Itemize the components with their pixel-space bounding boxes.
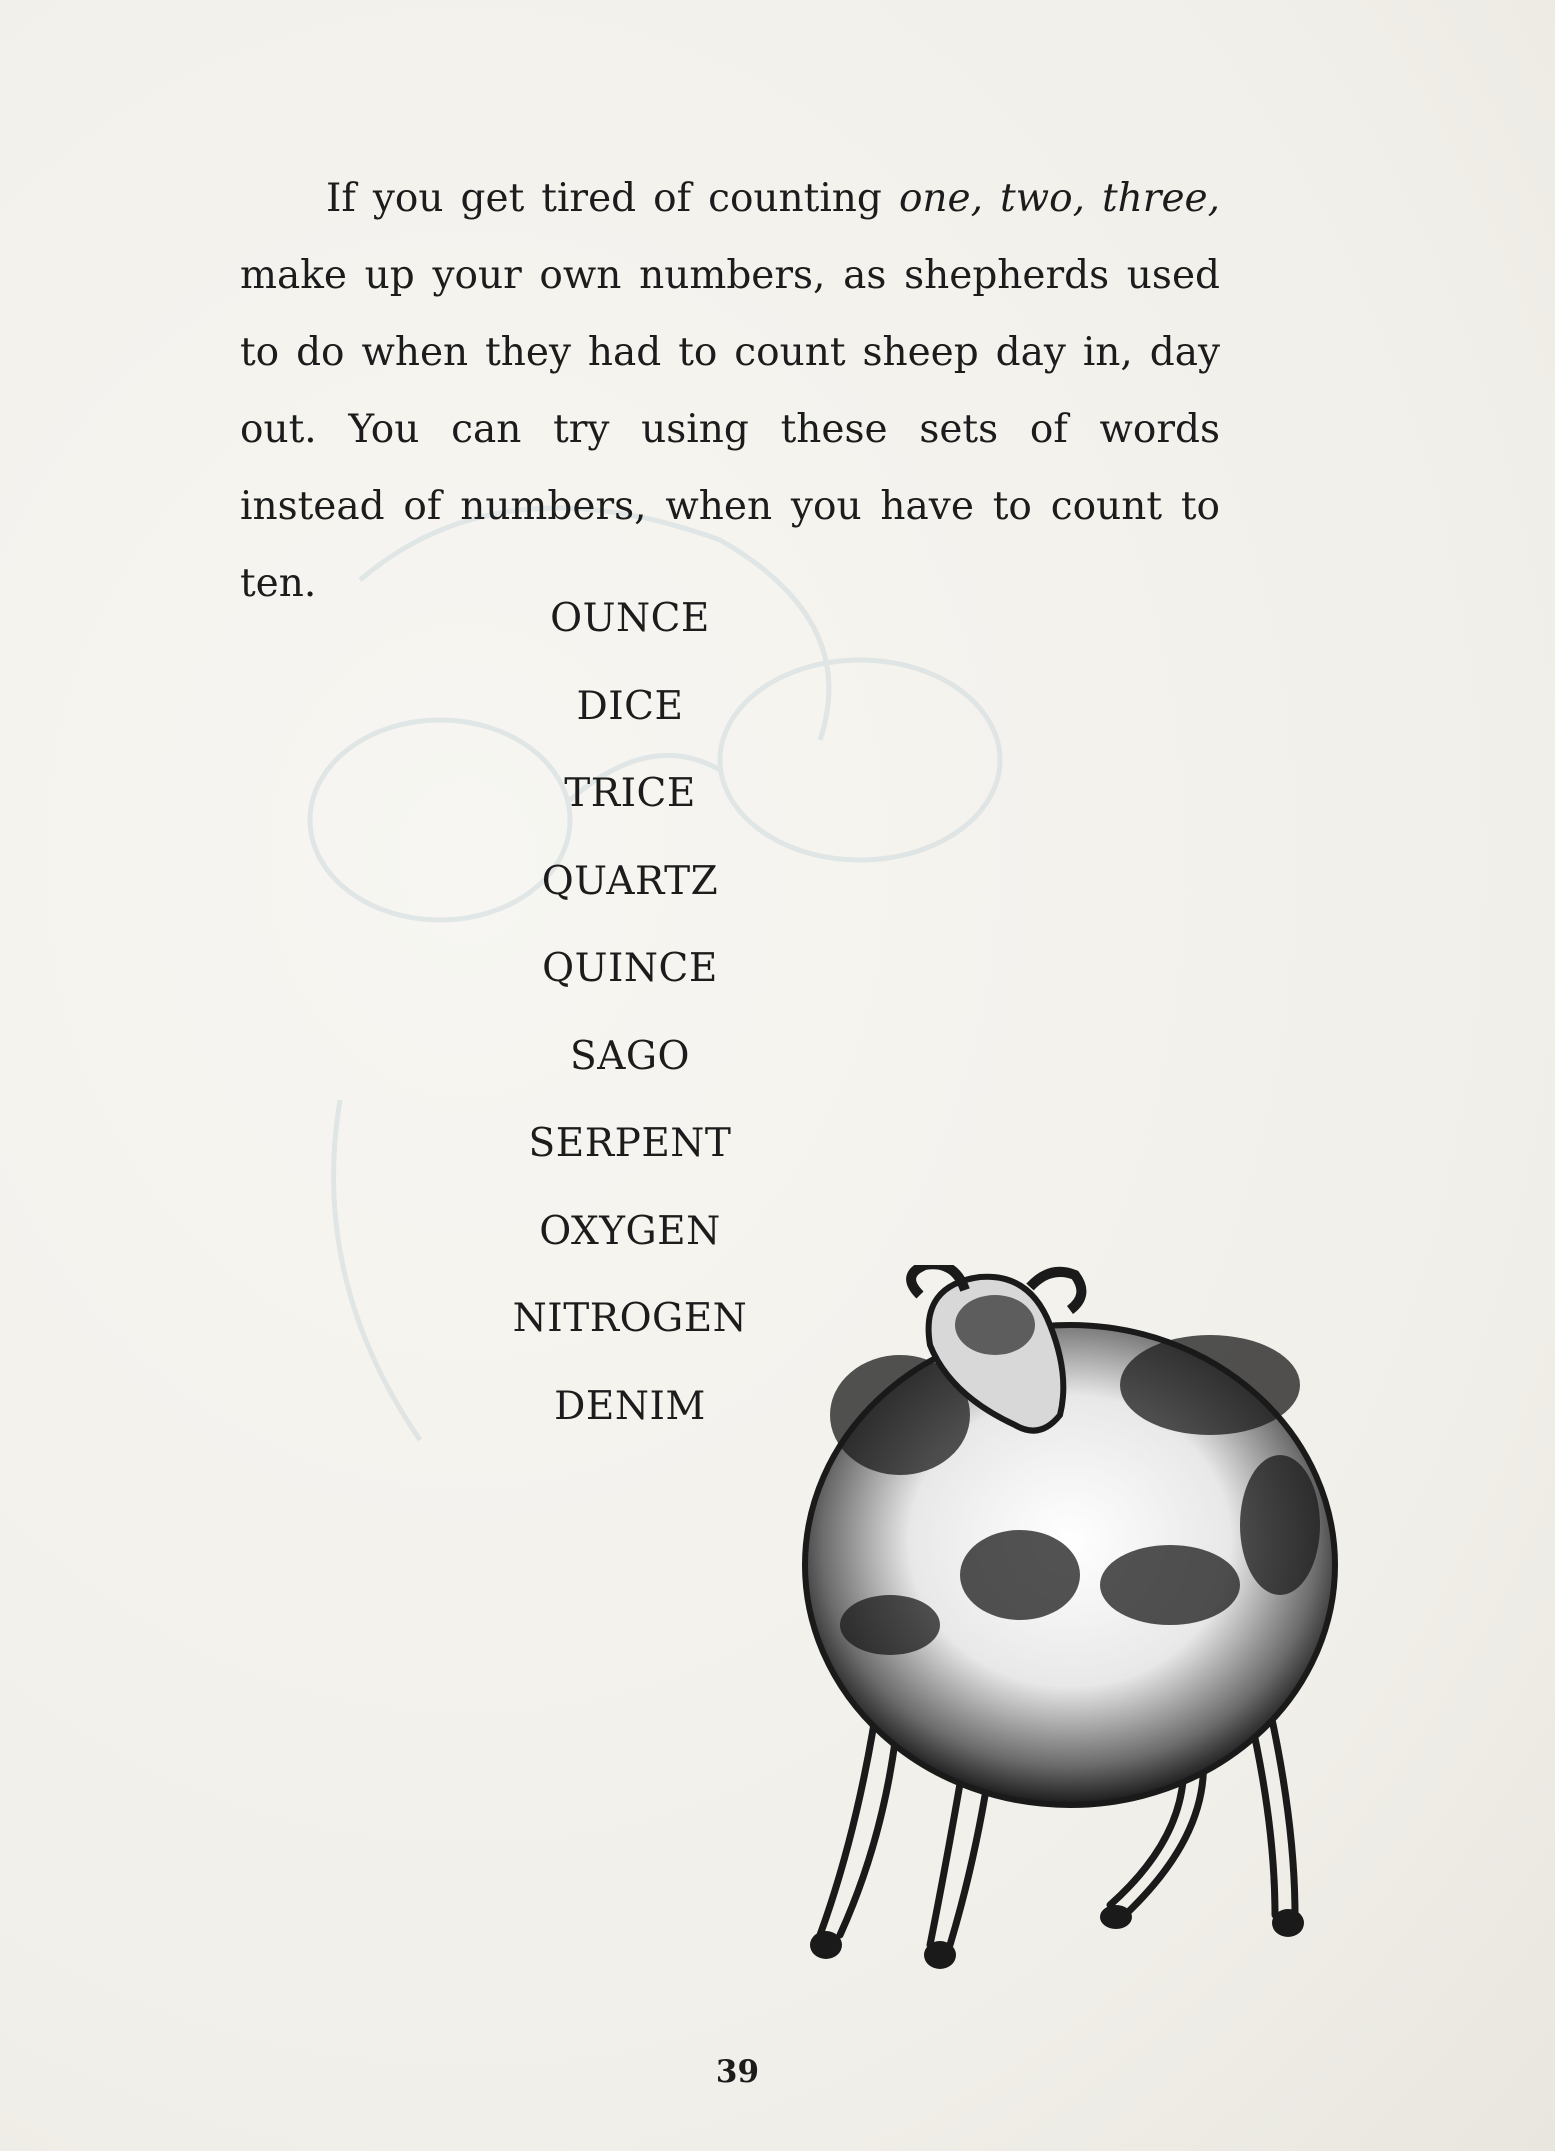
counting-word: TRICE (564, 771, 696, 816)
intro-text-italic: one, two, three, (898, 176, 1221, 221)
counting-word: OUNCE (550, 596, 710, 641)
sheep-illustration-icon (780, 1265, 1400, 1985)
counting-word: SERPENT (528, 1121, 732, 1166)
counting-word: QUINCE (542, 946, 718, 991)
counting-word: QUARTZ (541, 858, 719, 904)
intro-paragraph (240, 160, 1220, 622)
counting-word: OXYGEN (539, 1208, 721, 1254)
intro-text-start: If you get tired of counting (326, 176, 899, 221)
counting-word: DICE (576, 683, 684, 729)
counting-word: SAGO (569, 1033, 690, 1079)
intro-text-rest: make up your own numbers, as shepherds used to do when they had to count sheep day in, day out. You can try using these sets of words instead of numbers, when you have to count to ten. (240, 253, 1220, 606)
counting-word-list (430, 575, 830, 1450)
counting-word: NITROGEN (512, 1296, 748, 1341)
page-number: 39 (715, 2054, 760, 2090)
counting-word: DENIM (554, 1383, 706, 1429)
